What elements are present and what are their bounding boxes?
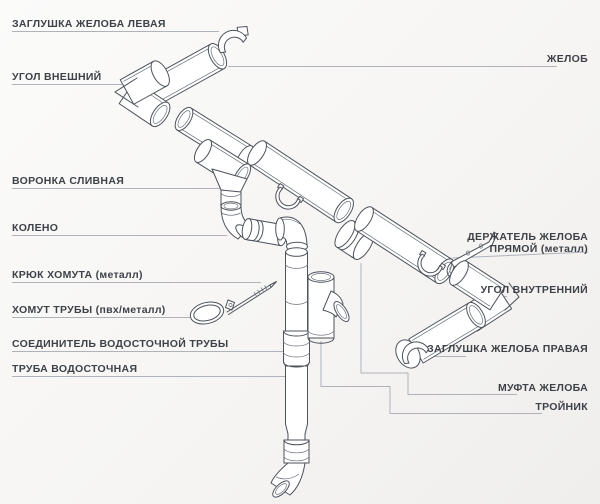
label-khomut: ХОМУТ ТРУБЫ (пвх/металл) (12, 304, 166, 316)
label-derzhatel-line2: ПРЯМОЙ (металл) (489, 243, 588, 255)
label-derzhatel (467, 231, 588, 255)
label-troynik: ТРОЙНИК (535, 401, 588, 413)
label-kryuk: КРЮК ХОМУТА (металл) (12, 269, 143, 281)
drawing-kryuk (227, 282, 277, 315)
drawing-zhelob-segment-3 (244, 138, 357, 226)
drawing-troynik (308, 272, 352, 343)
label-ugol-vneshniy: УГОЛ ВНЕШНИЙ (12, 71, 102, 83)
drawing-otvod (270, 463, 305, 500)
label-koleno: КОЛЕНО (12, 222, 59, 234)
label-soedinitel: СОЕДИНИТЕЛЬ ВОДОСТОЧНОЙ ТРУБЫ (12, 338, 229, 350)
label-zaglushka-pravaya: ЗАГЛУШКА ЖЕЛОБА ПРАВАЯ (427, 343, 588, 355)
label-truba: ТРУБА ВОДОСТОЧНАЯ (12, 363, 138, 375)
drawing-soedinitel (284, 331, 310, 367)
label-derzhatel-line1: ДЕРЖАТЕЛЬ ЖЕЛОБА (467, 231, 588, 243)
label-zaglushka-levaya: ЗАГЛУШКА ЖЕЛОБА ЛЕВАЯ (12, 18, 166, 30)
drawing-truba (270, 248, 309, 500)
drawing-khomut (188, 299, 235, 328)
label-zhelob: ЖЕЛОБ (546, 53, 588, 65)
label-voronka: ВОРОНКА СЛИВНАЯ (12, 175, 125, 187)
label-mufta: МУФТА ЖЕЛОБА (497, 382, 588, 394)
drawing-zaglushka-levaya (213, 22, 253, 54)
label-ugol-vnutrenniy: УГОЛ ВНУТРЕННИЙ (480, 284, 588, 296)
